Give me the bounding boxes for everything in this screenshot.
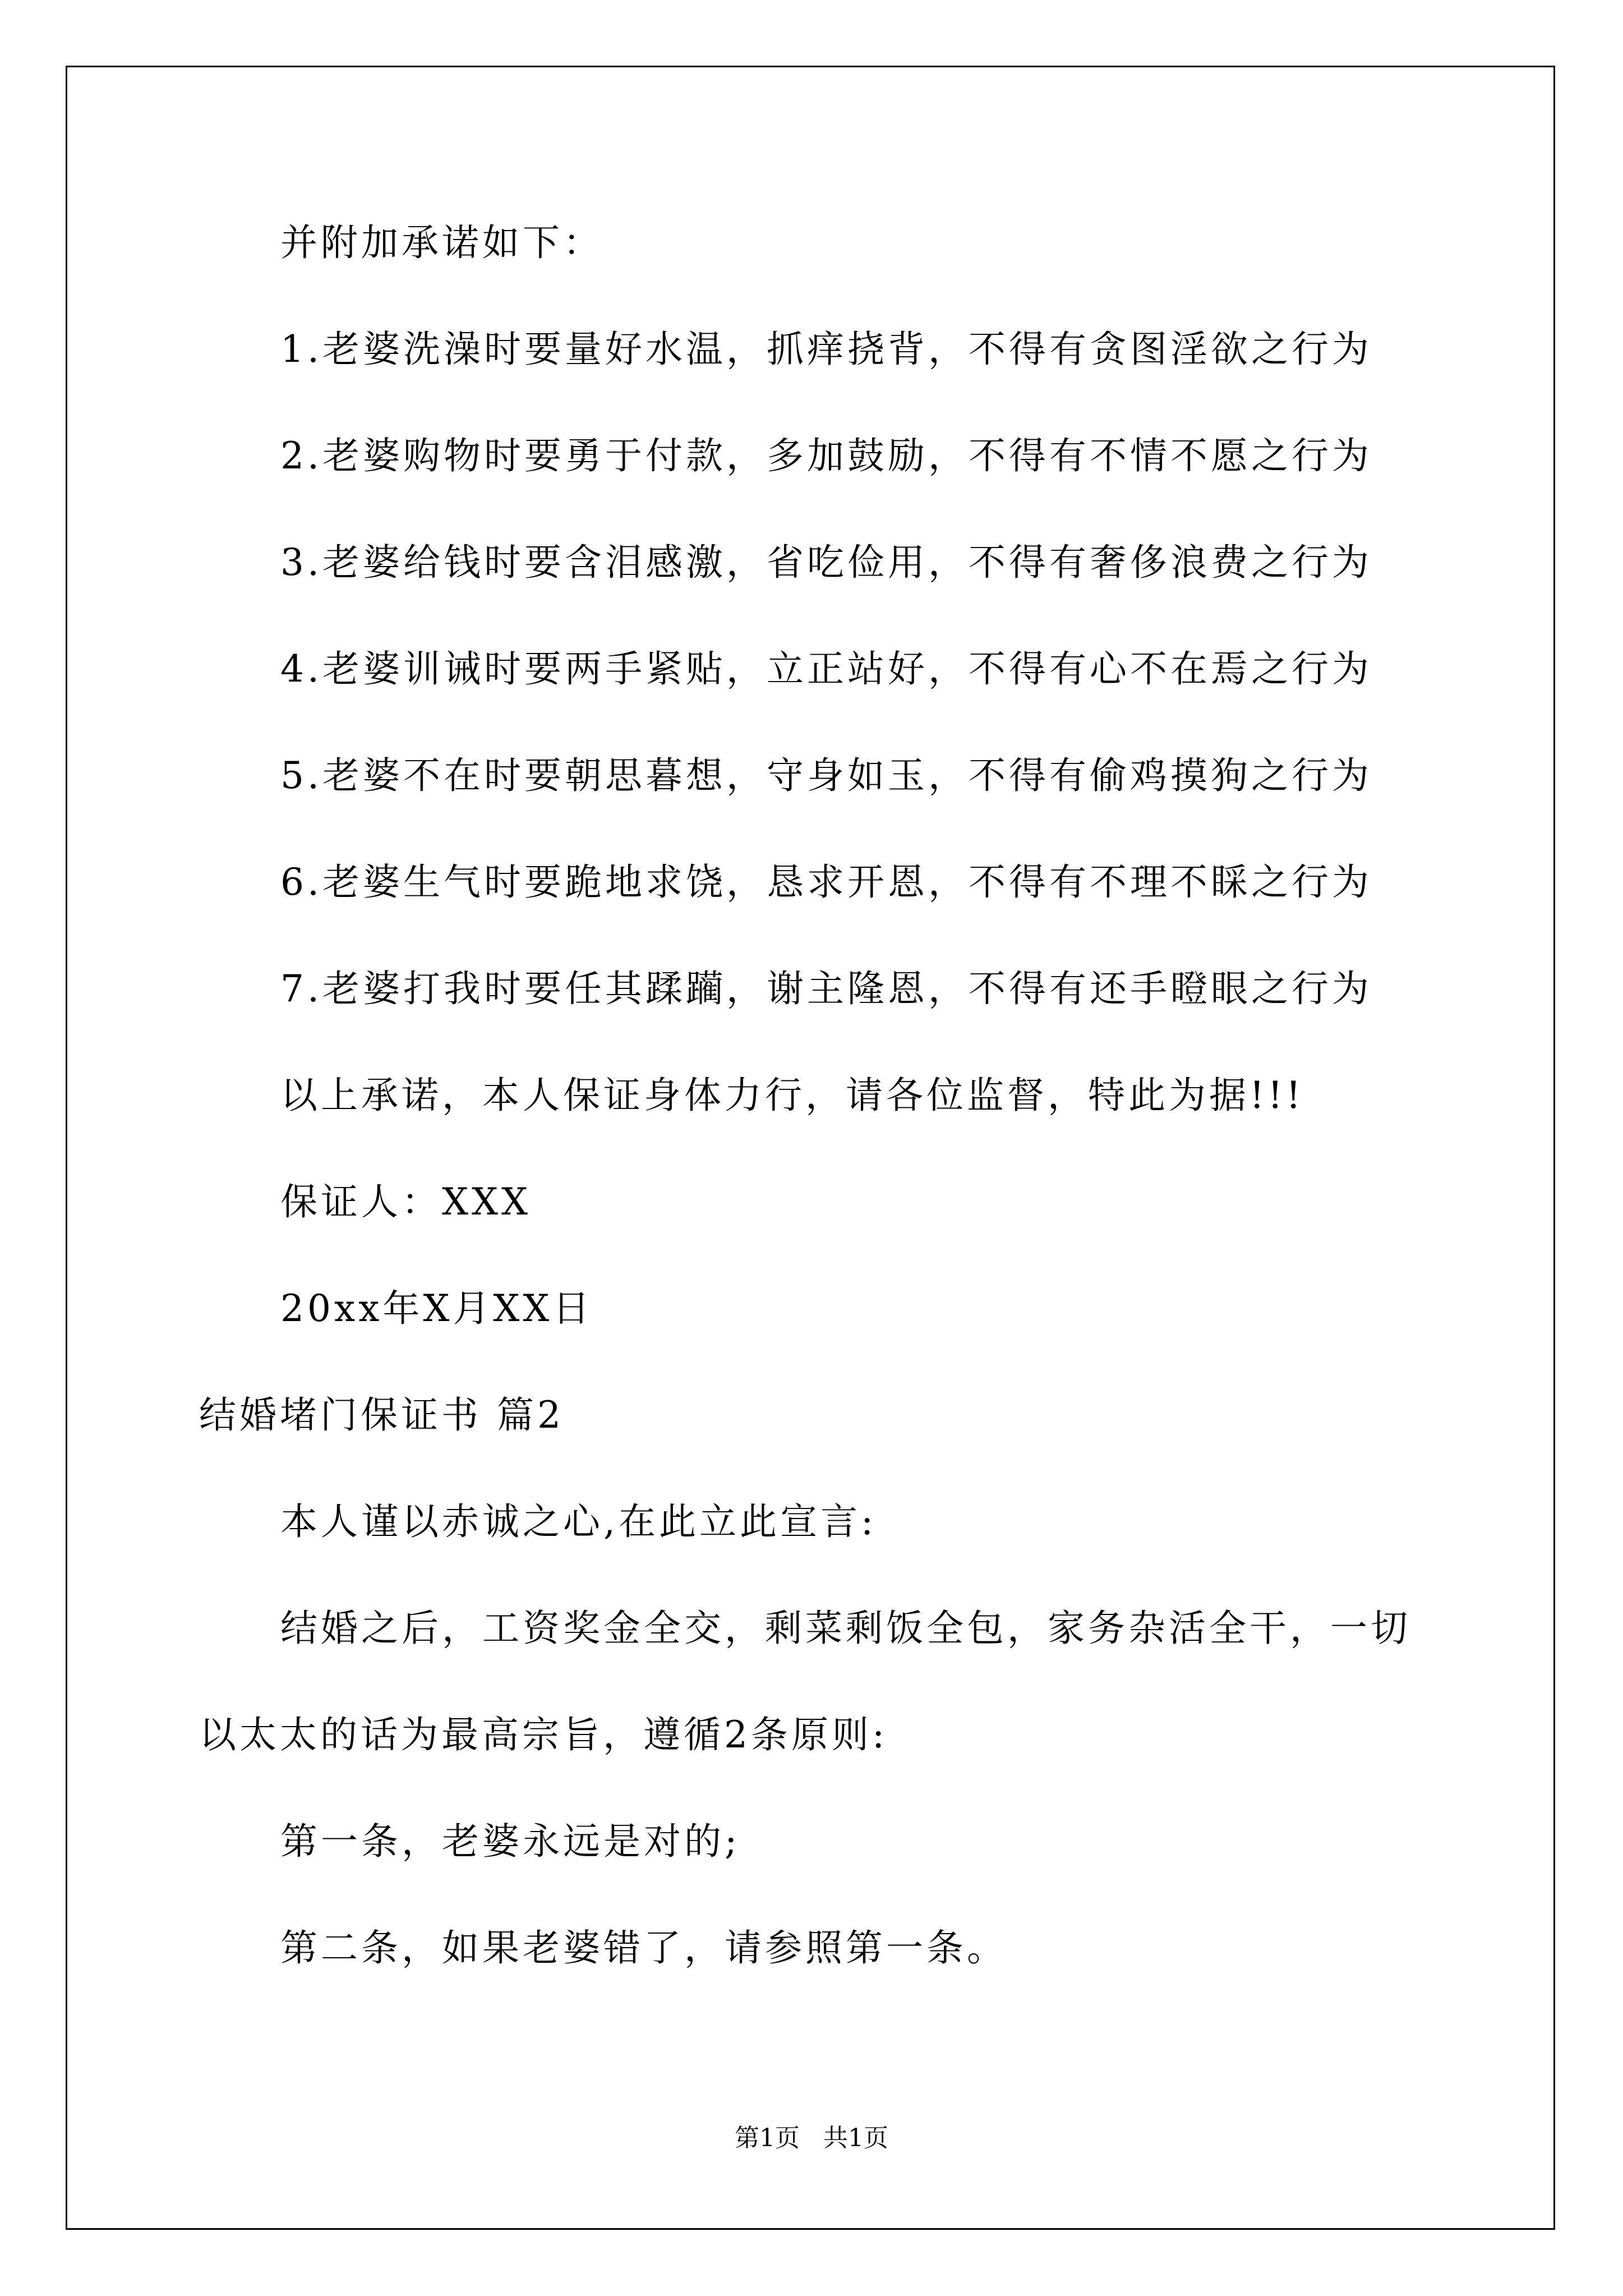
page-border xyxy=(66,66,1555,2230)
promise-item-7: 7.老婆打我时要任其蹂躏，谢主隆恩，不得有还手瞪眼之行为 xyxy=(280,967,1372,1010)
rule-2: 第二条，如果老婆错了，请参照第一条。 xyxy=(280,1926,1007,1970)
declaration-line: 本人谨以赤诚之心,在此立此宣言: xyxy=(280,1500,877,1543)
date-line: 20xx年X月XX日 xyxy=(280,1287,593,1330)
page-footer: 第1页 共1页 xyxy=(735,2124,888,2152)
paragraph-intro: 并附加承诺如下： xyxy=(280,221,603,264)
guarantor-line: 保证人：XXX xyxy=(280,1180,531,1223)
promise-item-4: 4.老婆训诫时要两手紧贴，立正站好，不得有心不在焉之行为 xyxy=(280,647,1372,691)
promise-item-1: 1.老婆洗澡时要量好水温，抓痒挠背，不得有贪图淫欲之行为 xyxy=(280,328,1372,371)
body-paragraph-cont: 以太太的话为最高宗旨，遵循2条原则: xyxy=(199,1713,888,1756)
promise-item-3: 3.老婆给钱时要含泪感激，省吃俭用，不得有奢侈浪费之行为 xyxy=(280,541,1372,584)
rule-1: 第一条，老婆永远是对的; xyxy=(280,1820,741,1863)
promise-item-6: 6.老婆生气时要跪地求饶，恳求开恩，不得有不理不睬之行为 xyxy=(280,861,1372,904)
section-heading: 结婚堵门保证书 篇2 xyxy=(199,1393,564,1437)
body-paragraph-start: 结婚之后，工资奖金全交，剩菜剩饭全包，家务杂活全干，一切 xyxy=(280,1607,1411,1650)
promise-item-5: 5.老婆不在时要朝思暮想，守身如玉，不得有偷鸡摸狗之行为 xyxy=(280,754,1372,797)
promise-item-2: 2.老婆购物时要勇于付款，多加鼓励，不得有不情不愿之行为 xyxy=(280,434,1372,477)
closing-statement: 以上承诺，本人保证身体力行，请各位监督，特此为据!!! xyxy=(280,1074,1304,1117)
